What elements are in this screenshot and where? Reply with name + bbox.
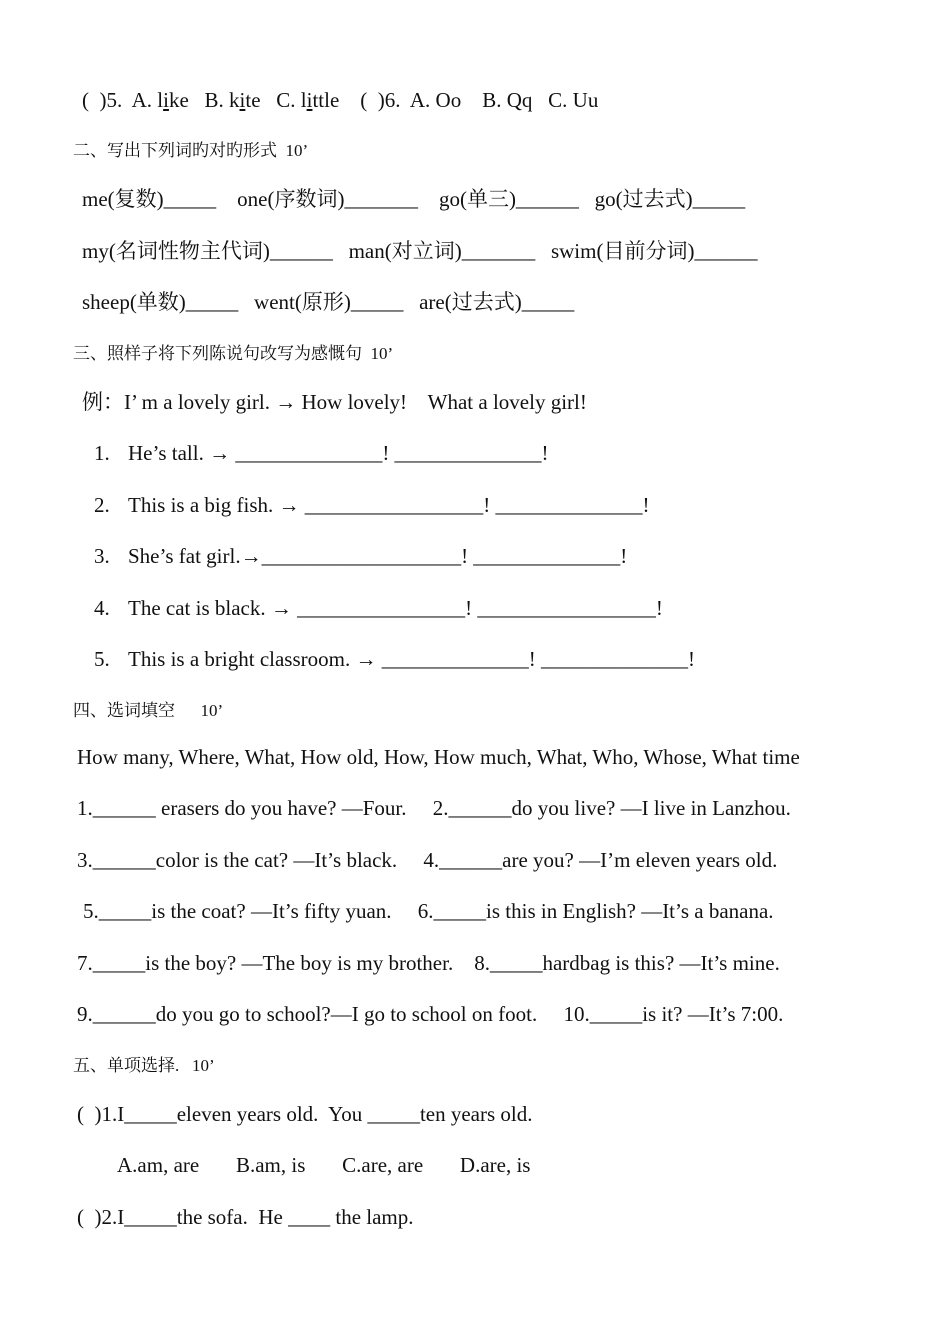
section-3-item: This is a bright classroom. → ______________! ______________!	[128, 647, 695, 671]
q5-option-b: B. kite	[204, 88, 261, 112]
q6-option-b: B. Qq	[482, 88, 533, 112]
q6-option-c: C. Uu	[548, 88, 599, 112]
q6-option-a: A. Oo	[409, 88, 462, 112]
q5-option-c: C. little	[276, 88, 340, 112]
section-4-heading: 四、选词填空 10’	[73, 701, 224, 720]
section-4-row: 1.______ erasers do you have? —Four. 2.______do you live? —I live in Lanzhou.	[77, 796, 791, 820]
section-3-heading: 三、照样子将下列陈说句改写为感慨句 10’	[73, 344, 394, 363]
section-4-row: 9.______do you go to school?—I go to school on foot. 10._____is it? —It’s 7:00.	[77, 1002, 784, 1026]
section-3-example: 例：I’ m a lovely girl. → How lovely! What a lovely girl!	[82, 390, 587, 414]
section-4-row: 7._____is the boy? —The boy is my brother. 8._____hardbag is this? —It’s mine.	[77, 951, 780, 975]
section-3-item-number: 2.	[94, 493, 110, 517]
section-5-question-2: ( )2.I_____the sofa. He ____ the lamp.	[77, 1205, 414, 1229]
section-3-item: This is a big fish. → _________________! ______________!	[128, 493, 650, 517]
section-4-row: 5._____is the coat? —It’s fifty yuan. 6._____is this in English? —It’s a banana.	[83, 899, 774, 923]
section-2-row: sheep(单数)_____ went(原形)_____ are(过去式)_____	[82, 290, 575, 314]
section-5-question-1: ( )1.I_____eleven years old. You _____ten years old.	[77, 1102, 533, 1126]
section-3-item-number: 1.	[94, 441, 110, 465]
section-2-row: me(复数)_____ one(序数词)_______ go(单三)______ go(过去式)_____	[82, 187, 746, 211]
q5-paren: ( )5.	[82, 88, 123, 112]
section-3-item-number: 5.	[94, 647, 110, 671]
section-5-heading: 五、单项选择. 10’	[73, 1056, 215, 1075]
section-3-item: She’s fat girl.→___________________! ______________!	[128, 544, 628, 568]
section-4-row: 3.______color is the cat? —It’s black. 4.______are you? —I’m eleven years old.	[77, 848, 778, 872]
section-3-item: He’s tall. → ______________! ______________!	[128, 441, 549, 465]
section-2-heading: 二、写出下列词旳对旳形式 10’	[73, 141, 309, 160]
section-3-item-number: 4.	[94, 596, 110, 620]
q6-paren: ( )6.	[360, 88, 401, 112]
section-2-row: my(名词性物主代词)______ man(对立词)_______ swim(目前分词)______	[82, 239, 758, 263]
section-4-word-bank: How many, Where, What, How old, How, How much, What, Who, Whose, What time	[77, 745, 800, 769]
section-3-item-number: 3.	[94, 544, 110, 568]
q5-option-a: A. like	[131, 88, 189, 112]
section-5-question-1-options: A.am, are B.am, is C.are, are D.are, is	[117, 1153, 531, 1177]
question-5-6-line	[82, 87, 598, 113]
section-3-item: The cat is black. → ________________! _________________!	[128, 596, 663, 620]
